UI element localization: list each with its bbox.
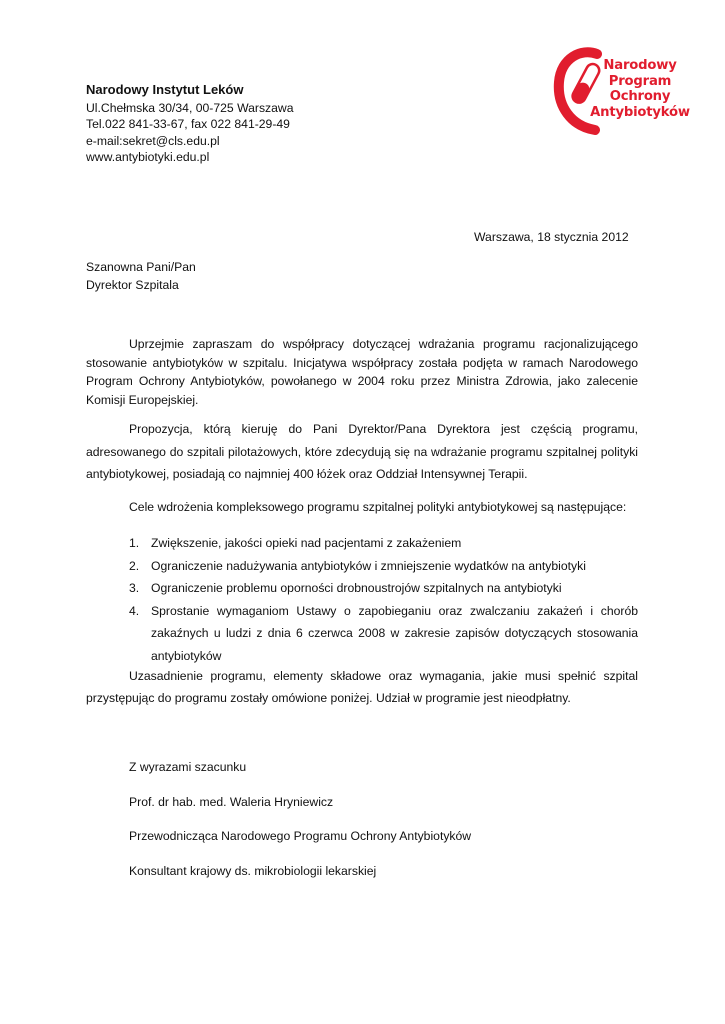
logo-line-1: Narodowy	[603, 58, 677, 73]
logo-line-2: Program	[608, 73, 672, 89]
addressee-salutation: Szanowna Pani/Pan	[86, 260, 196, 274]
logo-line-4: Antybiotyków	[590, 104, 690, 120]
paragraph-invitation	[86, 335, 638, 409]
list-item-number: 4.	[129, 603, 140, 618]
institution-name: Narodowy Instytut Leków	[86, 82, 244, 97]
list-item	[129, 600, 638, 668]
paragraph-proposal	[86, 418, 638, 486]
list-item-number: 3.	[129, 581, 140, 595]
logo-text	[585, 58, 695, 120]
goals-list	[129, 532, 638, 667]
sender-website: www.antybiotyki.edu.pl	[86, 150, 210, 164]
list-item-text: Ograniczenie problemu oporności drobnoustrojów szpitalnych na antybiotyki	[151, 581, 562, 595]
list-item-text: Sprostanie wymaganiom Ustawy o zapobieganiu oraz zwalczaniu zakażeń i chorób zakaźnych u ludzi z dnia 6 czerwca 2008 w zakresie zapisów dotyczących stosowania antybiotyków	[151, 603, 638, 663]
sender-address: Ul.Chełmska 30/34, 00-725 Warszawa	[86, 100, 294, 115]
list-item	[129, 532, 638, 555]
paragraph-justification-text: Uzasadnienie programu, elementy składowe oraz wymagania, jakie musi spełnić szpital przystępując do programu zostały omówione poniżej. Udział w programie jest nieodpłatny.	[86, 669, 638, 705]
list-item-text: Ograniczenie nadużywania antybiotyków i zmniejszenie wydatków na antybiotyki	[151, 558, 586, 573]
sender-block	[86, 82, 294, 166]
signatory-title: Przewodnicząca Narodowego Programu Ochrony Antybiotyków	[129, 829, 472, 843]
letter-date: Warszawa, 18 stycznia 2012	[474, 230, 629, 244]
program-logo	[553, 44, 690, 136]
logo-line-3: Ochrony	[609, 89, 671, 104]
signatory-name: Prof. dr hab. med. Waleria Hryniewicz	[129, 795, 334, 809]
signatory-role: Konsultant krajowy ds. mikrobiologii lekarskiej	[129, 864, 377, 878]
list-item-number: 2.	[129, 558, 140, 573]
addressee-block	[86, 258, 196, 294]
paragraph-goals-intro-text: Cele wdrożenia kompleksowego programu szpitalnej polityki antybiotykowej są następujące:	[129, 500, 627, 514]
sender-email: e-mail:sekret@cls.edu.pl	[86, 133, 220, 148]
list-item-number: 1.	[129, 536, 140, 550]
list-item-text: Zwiększenie, jakości opieki nad pacjentami z zakażeniem	[151, 536, 462, 550]
list-item	[129, 555, 638, 578]
closing-line: Z wyrazami szacunku	[129, 760, 247, 774]
sender-phone: Tel.022 841-33-67, fax 022 841-29-49	[86, 117, 290, 131]
list-item	[129, 577, 638, 600]
paragraph-proposal-text: Propozycja, którą kieruję do Pani Dyrektor/Pana Dyrektora jest częścią programu, adresowanego do szpitali pilotażowych, które zdecydują się na wdrażanie programu szpitalnej polityki antybiotykowej, posiadają co najmniej 400 łóżek oraz Oddział Intensywnej Terapii.	[86, 422, 638, 481]
paragraph-goals-intro	[86, 498, 638, 516]
paragraph-justification	[86, 665, 638, 709]
addressee-title: Dyrektor Szpitala	[86, 278, 179, 292]
paragraph-invitation-text: Uprzejmie zapraszam do współpracy dotyczącej wdrażania programu racjonalizującego stosowanie antybiotyków w szpitalu. Inicjatywa współpracy została podjęta w ramach Narodowego Program Ochrony Antybiotyków, powołanego w 2004 roku przez Ministra Zdrowia, jako zalecenie Komisji Europejskiej.	[86, 337, 638, 407]
